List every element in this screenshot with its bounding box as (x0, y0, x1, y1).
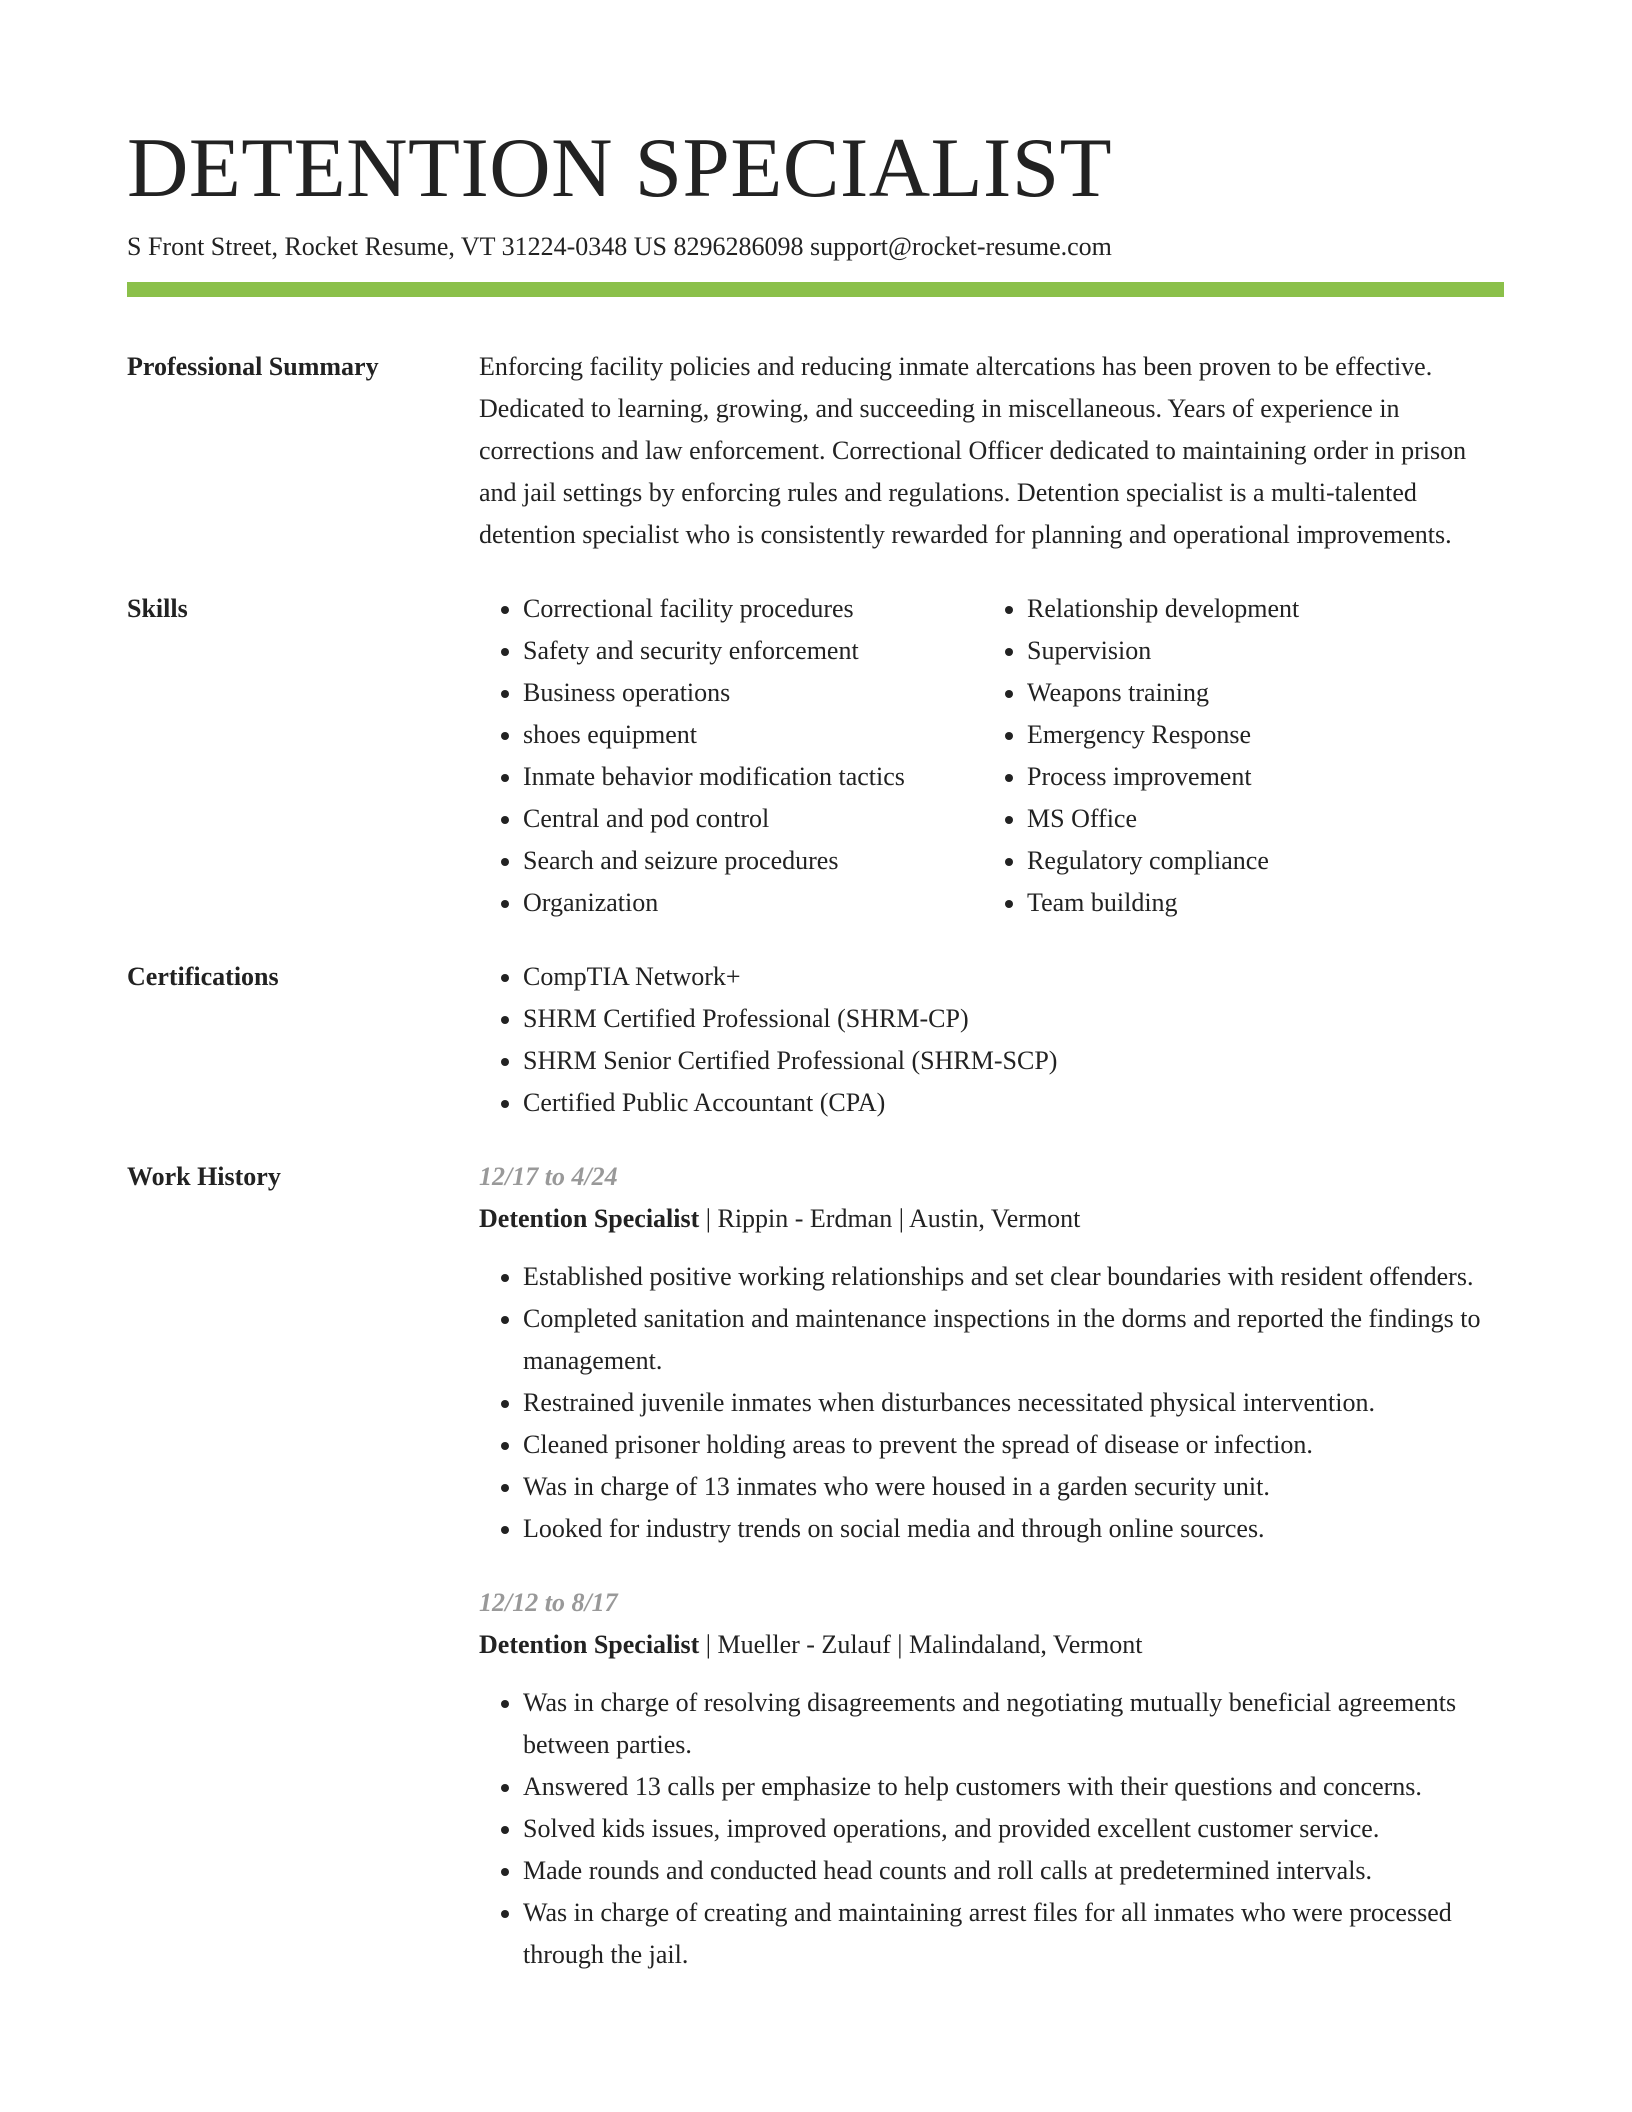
job-duty: • Answered 13 calls per emphasize to help customers with their questions and concerns. (523, 1766, 1506, 1808)
summary-label: Professional Summary (127, 352, 379, 381)
certifications-label: Certifications (127, 962, 279, 991)
job-dates: 12/17 to 4/24 (479, 1162, 618, 1191)
skill-item: • Supervision (1027, 630, 1487, 672)
job-title: Detention Specialist (479, 1630, 700, 1659)
job-duty: • Solved kids issues, improved operations, and provided excellent customer service. (523, 1808, 1506, 1850)
header-divider (127, 282, 1504, 297)
job-heading (479, 1198, 1506, 1240)
job-duty: • Was in charge of resolving disagreements and negotiating mutually beneficial agreements between parties. (523, 1682, 1506, 1766)
skill-item: • Team building (1027, 882, 1487, 924)
skills-body (479, 588, 1506, 924)
job-duties-list (479, 1256, 1506, 1550)
summary-body (479, 346, 1506, 556)
job-entry (479, 1582, 1506, 1976)
job-duty: • Completed sanitation and maintenance inspections in the dorms and reported the findings to management. (523, 1298, 1506, 1382)
skills-section (127, 588, 1506, 924)
job-dates: 12/12 to 8/17 (479, 1588, 618, 1617)
skill-item: • Correctional facility procedures (523, 588, 983, 630)
job-duty: • Looked for industry trends on social media and through online sources. (523, 1508, 1506, 1550)
skill-item: • MS Office (1027, 798, 1487, 840)
resume-name: DETENTION SPECIALIST (127, 121, 1113, 215)
job-heading (479, 1624, 1506, 1666)
job-duty: • Made rounds and conducted head counts and roll calls at predetermined intervals. (523, 1850, 1506, 1892)
job-entry (479, 1156, 1506, 1550)
skill-item: • Process improvement (1027, 756, 1487, 798)
certification-item: • SHRM Certified Professional (SHRM-CP) (523, 998, 1506, 1040)
skill-item: • Organization (523, 882, 983, 924)
certification-item: • SHRM Senior Certified Professional (SHRM-SCP) (523, 1040, 1506, 1082)
skill-item: • Relationship development (1027, 588, 1487, 630)
skill-item: • Inmate behavior modification tactics (523, 756, 983, 798)
skill-item: • shoes equipment (523, 714, 983, 756)
certifications-body (479, 956, 1506, 1124)
work-history-body (479, 1156, 1506, 2008)
work-history-section (127, 1156, 1506, 2008)
certifications-list (479, 956, 1506, 1124)
skill-item: • Weapons training (1027, 672, 1487, 714)
certifications-section (127, 956, 1506, 1124)
job-duty: • Was in charge of 13 inmates who were housed in a garden security unit. (523, 1466, 1506, 1508)
job-title: Detention Specialist (479, 1204, 700, 1233)
work-history-label: Work History (127, 1162, 281, 1191)
skill-item: • Regulatory compliance (1027, 840, 1487, 882)
skills-column-1 (479, 588, 983, 924)
job-duty: • Was in charge of creating and maintaining arrest files for all inmates who were processed through the jail. (523, 1892, 1506, 1976)
summary-text: Enforcing facility policies and reducing inmate altercations has been proven to be effective. Dedicated to learning, growing, and succeeding in miscellaneous. Years of experience in corrections and law enforcement. Correctional Officer dedicated to maintaining order in prison and jail settings by enforcing rules and regulations. Detention specialist is a multi-talented detention specialist who is consistently rewarded for planning and operational improvements. (479, 352, 1467, 549)
skill-item: • Safety and security enforcement (523, 630, 983, 672)
skill-item: • Business operations (523, 672, 983, 714)
skill-item: • Emergency Response (1027, 714, 1487, 756)
skills-label: Skills (127, 594, 188, 623)
skills-column-2 (983, 588, 1487, 924)
summary-section (127, 346, 1506, 556)
job-duties-list (479, 1682, 1506, 1976)
job-employer-location: | Mueller - Zulauf | Malindaland, Vermont (699, 1630, 1143, 1659)
job-duty: • Cleaned prisoner holding areas to prevent the spread of disease or infection. (523, 1424, 1506, 1466)
job-duty: • Restrained juvenile inmates when disturbances necessitated physical intervention. (523, 1382, 1506, 1424)
job-duty: • Established positive working relationships and set clear boundaries with resident offenders. (523, 1256, 1506, 1298)
job-employer-location: | Rippin - Erdman | Austin, Vermont (699, 1204, 1081, 1233)
certification-item: • Certified Public Accountant (CPA) (523, 1082, 1506, 1124)
skill-item: • Search and seizure procedures (523, 840, 983, 882)
skill-item: • Central and pod control (523, 798, 983, 840)
contact-line: S Front Street, Rocket Resume, VT 31224-0348 US 8296286098 support@rocket-resume.com (127, 232, 1112, 261)
certification-item: • CompTIA Network+ (523, 956, 1506, 998)
